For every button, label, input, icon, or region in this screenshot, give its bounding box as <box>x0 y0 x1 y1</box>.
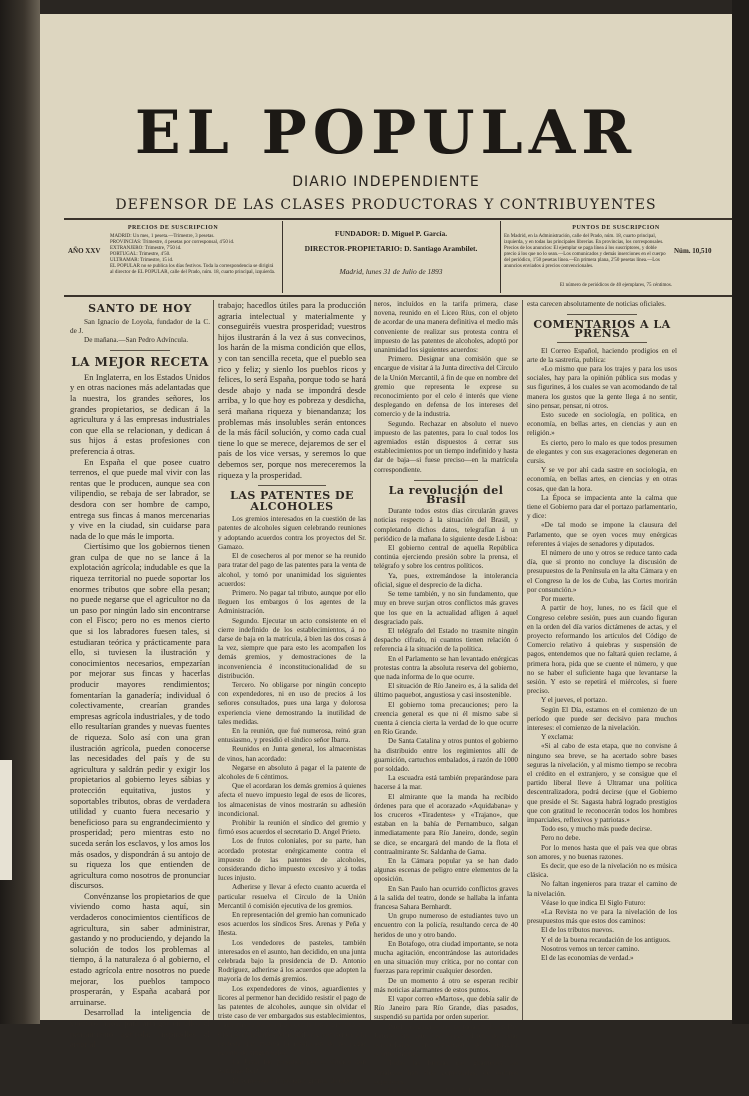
article-paragraph: Véase lo que indica El Siglo Futuro: <box>541 898 646 907</box>
article-paragraph: La legación y consulado de Río Janeiro en <box>388 1087 510 1096</box>
separator <box>557 342 647 343</box>
dateline: Madrid, lunes 31 de Julio de 1893 <box>339 267 443 276</box>
article-paragraph: Puede asegurarse que no pasa un día en Río Janeiro sin que las tropas dejen de estar acuarteladas, en previsión de cualquier acontecimiento. <box>374 1022 518 1059</box>
scan-border <box>732 0 749 1024</box>
article-paragraph: Los vendedores de pasteles, también interesados en el asunto, han decidido, en una junta celebrada bajo la presidencia de D. Antonio Rodríguez, adherirse á los acuerdos que adopten la mayoría de los demás gremios. <box>218 938 366 984</box>
subscription-points-box <box>500 221 732 293</box>
year-label: AÑO XXV <box>68 247 101 255</box>
precios-line: PORTUGAL: Trimestre, 4'50. <box>110 252 171 257</box>
article-paragraph: Y exclama: <box>541 733 574 742</box>
patentes-heading: LAS PATENTES DE ALCOHOLES <box>230 489 354 513</box>
article-paragraph: «Si al cabo de esta etapa, que no convisne á ninguno sea breve, se ha acertado sobre bases seguras la nivelación, y al mismo tiempo se recobra el crédito en el extranjero, y se consigue que el partido liberal lleve á Ultramar una política descentralizadora, podrá decirse (que el Gobierno que preside el Sr. Sagasta habrá logrado prestigios que con gratitud le reconocerán todos los hombres imparciales, reflexivos y patriotas.» <box>527 742 677 824</box>
column-4 <box>527 300 677 1010</box>
santo-misa: De mañana.—San Pedro Advíncula. <box>84 336 188 344</box>
article-paragraph: El número de uno y otros se reduce tanto cada día, que si pronto no concluye la discusión de presupuestos de la Península en la alta Cámara y en el Congreso la de los de Cuba, las Cortes morirán por consunción.» <box>527 549 677 594</box>
precios-line: MADRID: Un mes, 1 peseta.—Trimestre, 3 pesetas. <box>110 234 215 239</box>
article-paragraph: Los gremios interesados en la cuestión de las patentes de alcoholes siguen celebrando reuniones y adoptando acuerdos contra los proyectos del Sr. Gamazo. <box>218 515 366 551</box>
info-bar <box>64 221 732 293</box>
article-paragraph: En Botafogo, otra ciudad importante, se nota mucha agitación, encontrándose las autoridades en una situación muy crítica, por no contar con fuerzas para reprimir cualquier desorden. <box>374 939 518 976</box>
article-paragraph: trabajo; hacedlos útiles para la producción agraria intelectual y materialmente y conseguiréis vuestra prosperidad; vuestros hijos ilustrarán á la vez á sus convecinos, los harán de la misma condición que ellos, y con tan sencilla receta, que el pueblo sea rico y feliz; y sienlo los pueblos ricos y felices, lo será España, porque todo se hará desde abajo y nada se impondrá desde arriba, y lo que hoy es pobreza y desdicha, será mañana riqueza y bienandanza; los problemas más insolubles serán entonces de la más fácil solución, y como cada cual tiene lo que se merece, dejaremos de ser el país de los vice versas, y seremos lo que debemos ser, porque nos mereceremos la riqueza y la prosperidad. <box>218 300 366 480</box>
article-paragraph: De Santa Catalina y otros puntos el gobierno ha distribuido entre los regimientos allí de guarnición, cartuchos embalados, á razón de 1000 por soldado. <box>374 737 518 773</box>
precios-heading: PRECIOS DE SUSCRIPCION <box>127 225 219 231</box>
article-paragraph: Negarse en absoluto á pagar el la patente de alcoholes de 6 céntimos. <box>218 763 366 781</box>
santo-heading: SANTO DE HOY <box>88 302 192 315</box>
puntos-heading: PUNTOS DE SUSCRIPCION <box>572 225 660 231</box>
article-paragraph: Primero. No pagar tal tributo, aunque por ello lleguen los embargos ó los agentes de la Administración. <box>218 588 366 616</box>
article-paragraph: Según El Día, estamos en el comienzo de un período que puede ser decisivo para muchos intereses: el comienzo de la nivelación. <box>527 705 677 732</box>
article-paragraph: Desarrollad la inteligencia de vuestros hijos, para arraigar en ellos el pensamiento agrícola; inspiradles el amor al <box>70 1007 210 1050</box>
newspaper-page <box>40 14 732 1096</box>
article-paragraph: Por muerte. <box>541 595 575 604</box>
article-paragraph: Prohibir la reunión el síndico del gremio y firmó esos acuerdos el secretario D. Angel Prieto. <box>218 818 366 837</box>
article-paragraph: esta carecen absolutamente de noticias oficiales. <box>527 300 666 308</box>
article-paragraph: El numeroso é importante gremio de taber- <box>232 1076 356 1085</box>
puntos-line: Precios de los anuncios: El ejemplar se paga línea á los suscriptores, y doble precio á los que no lo sean.—Los comunicados y demás inserciones en el cuerpo del periódico, 1'50 pesetas línea.—En primera plana, 2'50 pesetas línea.—Los anuncios enviados á precios convencionales. <box>504 246 666 269</box>
article-paragraph: El de los tributos nuevos. <box>541 926 614 935</box>
article-paragraph: El almirante que la manda ha recibido órdenes para que el acorazado «Aquidabana» y los cruceros «Tiradentes» y «Trajano», que estaban en la bahía de Pernambuco, salgan inmediatamente para Río Janeiro, donde, según se dice, se encargará del mando de la flota el contraalmirante Sr. Saldanha de Gama. <box>374 792 518 856</box>
director-line: DIRECTOR-PROPIETARIO: D. Santiago Arambilet. <box>304 244 478 253</box>
separator <box>414 480 478 481</box>
article-paragraph: Es decir, que eso de la nivelación no es música clásica. <box>527 861 677 880</box>
article-paragraph: La Época se impacienta ante la calma que tiene el Gobierno para dar el portazo parlamentario, y dice: <box>527 493 677 521</box>
article-paragraph: El de cosecheros al por menor se ha reunido para tratar del pago de las patentes para la venta de alcohol, y tomó por unanimidad los siguientes acuerdos: <box>218 552 366 588</box>
article-paragraph: En la Cámara popular ya se han dado algunas escenas de peligro entre elementos de la oposición. <box>374 856 518 884</box>
column-1 <box>70 300 210 1050</box>
article-paragraph: Se teme también, y no sin fundamento, que muy en breve surjan otros conflictos más graves que los que en la actualidad afligen á aquel desgraciado país. <box>374 590 518 626</box>
article-paragraph: «De tal modo se impone la clausura del Parlamento, que se oyen voces muy enérgicas referentes á viajes de senadores y diputados. <box>527 521 677 548</box>
article-paragraph: «La Revista no ve para la nivelación de los presupuestos más que estos dos caminos: <box>527 908 677 926</box>
article-paragraph: Y el jueves, el portazo. <box>541 696 607 705</box>
issue-number: Núm. 10,510 <box>674 247 712 255</box>
article-paragraph: Todas las fuerzas que guarnecen las fortalezas han sido aumentadas, de órdenes superiores. <box>374 1059 518 1086</box>
separator <box>567 314 637 315</box>
article-paragraph: A partir de hoy, lunes, no es fácil que el Congreso celebre sesión, pues aun cuando figuran en la orden del día varios dictámenes de actas, y el proyecto reformando los artículos del Código de Comercio relativo á quiebras y suspensión de pagos, entendemos que no faltará quien reclame, á primera hora, pida que se cuente el número, y que no se haber el suficiente haga que levantarse la sesión. Y esto se repetirá el miércoles, si fuere preciso. <box>527 604 677 696</box>
column-rule <box>522 300 523 1020</box>
article-paragraph: La Junta fué presidida por el síndico don Santiago Ruiz. <box>218 1058 366 1076</box>
precios-line: EXTRANJERO: Trimestre, 7'50 id. <box>110 246 182 251</box>
article-paragraph: Segundo. Ejecutar un acto consistente en el cierre indefinido de los establecimientos, á no darse de baja en la matrícula, á bien las dos cosas á la vez, siempre que para esto les acompañen los demás gremios, y demostraciones de la inconveniencia é inconstitucionalidad de su distribución. <box>218 616 366 680</box>
article-paragraph: Un grupo numeroso de estudiantes tuvo un encuentro con la policía, resultando cerca de 40 heridos de uno y otro bando. <box>374 912 518 939</box>
article-paragraph: En representación del gremio han comunicado esos acuerdos los síndicos Sres. Arenas y Peña y Iñesta. <box>218 911 366 938</box>
article-paragraph: La escuadra está también preparándose para hacerse á la mar. <box>374 774 518 792</box>
article-paragraph: Primero. Designar una comisión que se encargue de visitar á la Junta directiva del Círculo de la Unión Mercantil, á fin de que en nombre del gremio que representa le exprese su reconocimiento por el celo é interés que viene desplegando en defensa de los intereses del comercio y de la industria. <box>374 355 518 419</box>
precios-line: PROVINCIAS: Trimestre, 4 pesetas por corresponsal, 4'50 id. <box>110 240 235 245</box>
article-paragraph: Que el acordaran los demás gremios á quienes afecta el nuevo impuesto legal de esos de licores, los almacenistas de vinos mostrarán su adhesión incondicional. <box>218 782 366 818</box>
puntos-line: En Madrid, en la Administración, calle del Prado, núm. 18, cuarto principal, izquierda, y en todas las principales librerías. En provincias, los corresponsales. <box>504 234 664 245</box>
article-paragraph: Durante todos estos días circularán graves noticias respecto á la situación del Brasil, y completando dichos datos, telegrafían á un periódico de la mañana lo siguiente desde Lisboa: <box>374 507 518 543</box>
article-paragraph: Y se ve por ahí cada sastre en sociología, en economía, en bellas artes, en ciencias y en otras cosas, que dan la hora. <box>527 466 677 493</box>
article-paragraph: En San Paulo han ocurrido conflictos graves á la salida del teatro, donde se hallaba la infanta francesa Sahara Bernhardt. <box>374 884 518 911</box>
article-paragraph: Pero no debe. <box>541 834 581 843</box>
article-paragraph: El telégrafo del Estado no trasmite ningún despacho cifrado, ni cuantos tienen relación ó referencia á la situación de la política. <box>374 626 518 654</box>
article-paragraph: Ciertísimo que los gobiernos tienen gran culpa de que no se lance á la explotación agrícola; indudable es que la riqueza territorial no puede soportar los enormes tributos que sobre ella pesan; no puede negarse que el agricultor no da un paso por ningún lado sin encontrarse con el Fisco; pero no es menos cierto que si los labradores fuesen tales, si estudiaran teórica y prácticamente para ello, si tuviesen la ilustración y conocimientos necesarios, empezarían por mejorar sus fincas y hacerlas producir mayores rendimientos; fomentarían la ganadería; individual ó colectivamente, crearían grandes empresas agrícola industriales, y de todo ello resultarían grandes y nuevas fuentes de riqueza. Solo así con una gran ilustración agrícola, pueden conocerse las necesidades del país y de su agricultura y saldrán pedir y exigir los propietarios al gobierno leyes sábias y protección equitativa, justos y soportables tributos, obras de verdadera utilidad y cuanto fuera necesario y beneficioso para su engrandecimiento y prosperidad; pero mientras esto no suceda serán los esclavos, y los amos los más osados, y dispondrán á su antojo de su riqueza los que entienden de agricultura como nosotros de pronunciar discursos. <box>70 541 210 891</box>
subscription-prices-box <box>64 221 283 293</box>
article-paragraph: El situación de Río Janeiro es, á la salida del último paquebot, angustiosa y casi insostenible. <box>374 682 518 700</box>
top-rule <box>64 218 732 220</box>
precios-line: ULTRAMAR: Trimestre, 15 id. <box>110 258 174 263</box>
column-rule <box>370 300 371 1020</box>
receta-heading: LA MEJOR RECETA <box>71 355 209 370</box>
article-paragraph: Todo eso, y mucho más puede decirse. <box>541 825 652 834</box>
separator <box>258 485 326 486</box>
article-paragraph: Los de frutos coloniales, por su parte, han acordado protestar enérgicamente contra el impuesto de las patentes de alcoholes, considerando dicho impuesto excesivo y á todas luces injusto. <box>218 837 366 883</box>
separator <box>110 350 170 351</box>
precios-note: EL POPULAR no se publica los días festivos. Toda la correspondencia se dirigirá al director de EL POPULAR, calle del Prado, núm. 18, cuarto principal, izquierda. <box>110 264 276 275</box>
article-paragraph: Reunidos en Junta general, los almacenistas de vinos, han acordado: <box>218 745 366 763</box>
article-paragraph: Los expendedores de vinos, aguardientes y licores al permenor han decidido resistir el pago de las patentes de alcoholes, aunque sin olvidar el triste caso de ver embargados sus establecimientos, y adherirse á los acuerdos que la Junta directiva del Círculo de la Unión Mercantil crea pertinentes á la protesta que motiva la resolución de no pagar patente de ningún valor. <box>218 984 366 1058</box>
article-paragraph: Convénzanse los propietarios de que viviendo como hasta aquí, sin verdaderos conocimientos científicos de agricultura, sin saber administrar, gastando y no produciendo, y dejando la solución de todos los problemas al tiempo, á la naturaleza ó al gobierno, el estado agrícola entre nosotros no puede mejorar, los pueblos tampoco prosperarán, y España acabará por arruinarse. <box>70 890 210 1007</box>
article-paragraph: En el Parlamento se han levantado enérgicas protestas contra la absoluta reserva del gobierno, que nada informa de lo que ocurre. <box>374 654 518 681</box>
masthead-motto: DEFENSOR DE LAS CLASES PRODUCTORAS Y CONTRIBUYENTES <box>115 197 657 213</box>
masthead-subtitle: DIARIO INDEPENDIENTE <box>292 174 480 190</box>
article-paragraph: Tercero. No obligarse por ningún concepto con expendedores, ni en uso de precios á los señores consultados, pues una larga y dolorosa experiencia viene demostrando la inutilidad de tales medidas. <box>218 680 366 726</box>
article-paragraph: El Correo Español, haciendo prodigios en el arte de la sastrería, publica: <box>527 346 677 364</box>
column-2 <box>218 300 366 1085</box>
comentarios-heading: COMENTARIOS A LA PRENSA <box>533 318 671 341</box>
article-paragraph: Nosotros vemos un tercer camino. <box>541 944 640 953</box>
article-paragraph: Ya, pues, extremándose la intolerancia oficial, sigue el desprecio de la dicha. <box>374 571 518 589</box>
santo-text: San Ignacio de Loyola, fundador de la C. de J. <box>70 317 210 335</box>
article-paragraph: «Lo mismo que para los trajes y para los usos sociales, hay para la opinión pública sus modas y sus figurines, á los cuales se van acomodando de tal manera los gustos que la gente llega á no sentir, sino pensar, pensar, ni otros. <box>527 365 677 410</box>
info-bottom-rule <box>64 295 732 297</box>
article-paragraph: No faltan ingenieros para trazar el camino de la nivelación. <box>527 880 677 898</box>
brasil-heading: La revolución del Brasil <box>388 483 504 507</box>
article-paragraph: Adherirse y llevar á efecto cuanto acuerda el particular resuelva el Círculo de la Unión Mercantil ó comisión ejecutiva de los gremios. <box>218 883 366 910</box>
article-paragraph: El gobierno toma precauciones; pero la creencia general es que ni él mismo sabe si cuenta á ciencia cierta la verdad de lo que ocurre en Río Grande. <box>374 700 518 737</box>
article-paragraph: Y el de la buena recaudación de los antiguos. <box>541 935 671 944</box>
masthead-title: EL POPULAR <box>134 98 638 168</box>
article-paragraph: En España el que posee cuatro terrenos, el que puede mal vivir con las rentas que le producen, aunque sea con vilipendio, se rebaja de ser labrador, se desdora con ser hombre de campo, entrega sus fincas á manos mercenarias y vive en la ciudad, sin cuidarse para nada de lo que más le importa. <box>70 456 210 541</box>
article-paragraph: En la reunión, que fué numerosa, reinó gran entusiasmo, y presidió el síndico señor Ibarra. <box>218 726 366 745</box>
article-paragraph: Esto sucede en sociología, en política, en economía, en bellas artes, en ciencias y aun en religión.» <box>527 411 677 438</box>
adjacent-page-strip <box>0 760 12 880</box>
column-rule <box>213 300 214 1020</box>
column-3 <box>374 300 518 1096</box>
article-paragraph: El vapor correo «Martos», que debía salir de Río Janeiro para Río Grande, días pasados, suspendió su partida por orden superior. <box>374 995 518 1022</box>
article-paragraph: De un momento á otro se esperan recibir más noticias alarmantes de estos puntos. <box>374 976 518 994</box>
founder-line: FUNDADOR: D. Miguel P. García. <box>334 229 448 238</box>
article-paragraph: El gobierno central de aquella República continúa ejerciendo presión sobre la prensa, el telégrafo y sobre los centros políticos. <box>374 544 518 571</box>
infobar-footnote: El número de periódicos de 40 ejemplares, 75 céntimos. <box>559 283 673 288</box>
article-paragraph: neros, incluídos en la tarifa primera, clase novena, reunido en el Liceo Ríus, con el objeto de acordar de una manera definitiva el medio más conveniente de realizar sus protesta contra el impuesto de las patentes de alcoholes, adoptó por unanimidad los siguientes acuerdos: <box>374 300 518 355</box>
founder-box <box>282 221 501 293</box>
article-paragraph: Por lo menos hasta que el país vea que obras son amores, y no buenas razones. <box>527 843 677 861</box>
article-paragraph: En Inglaterra, en los Estados Unidos y en otras naciones más adelantadas que la nuestra, los grandes señores, los grandes propietarios, se dedican á la agricultura y á las empresas industriales con que ella se relacionan, y dedican á sus hijos á estas profesiones con preferencia á otras. <box>70 371 210 456</box>
article-paragraph: Segundo. Rechazar en absoluto el nuevo impuesto de las patentes, para lo cual todos los agremiados están dispuestos á cerrar sus establecimientos por un tiempo indefinido y hasta dar de baja—si fuese preciso—en la matrícula correspondiente. <box>374 419 518 474</box>
article-paragraph: El de las economías de verdad.» <box>541 954 634 963</box>
article-paragraph: Es cierto, pero lo malo es que todos presumen de elegantes y con sus exageraciones degeneran en cursis. <box>527 438 677 466</box>
